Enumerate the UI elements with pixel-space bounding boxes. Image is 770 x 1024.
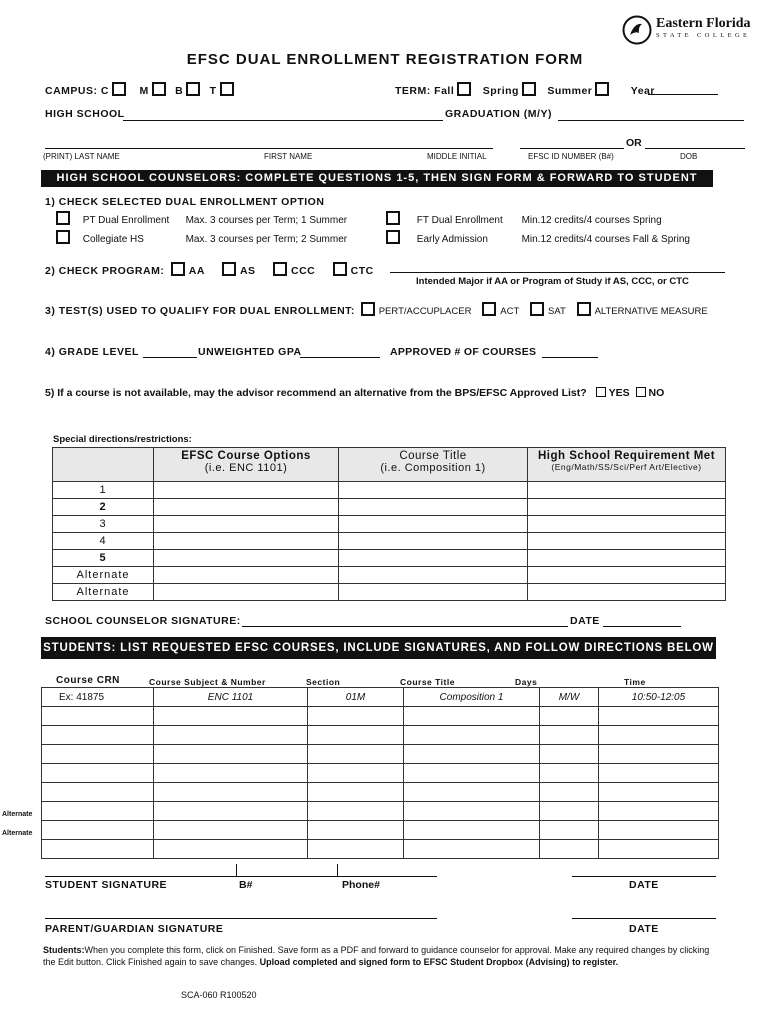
course-title-cell[interactable] [339, 516, 528, 533]
course-title-cell[interactable] [339, 567, 528, 584]
first-name-label: FIRST NAME [264, 152, 313, 161]
example-section: 01M [308, 688, 404, 707]
section-cell[interactable] [308, 802, 404, 821]
time-cell[interactable] [599, 840, 719, 859]
efsc-course-header-example: (i.e. ENC 1101) [204, 462, 288, 474]
hs-requirement-cell[interactable] [528, 567, 726, 584]
section-cell[interactable] [308, 764, 404, 783]
high-school-field[interactable] [123, 120, 443, 121]
ctc-label: CTC [350, 265, 374, 277]
course-row-label: 4 [53, 533, 154, 550]
q5-text: 5) If a course is not available, may the advisor recommend an alternative from the BPS/EFSC Approved List? [45, 387, 587, 399]
student-signature-label: STUDENT SIGNATURE [45, 879, 168, 891]
campus-c-checkbox[interactable] [112, 82, 126, 96]
crn-cell[interactable] [42, 707, 154, 726]
b-number-label: B# [239, 879, 253, 891]
course-title-cell[interactable] [339, 550, 528, 567]
course-row-label: 5 [53, 550, 154, 567]
q1-option-collegiate [53, 230, 347, 245]
term-fall-checkbox[interactable] [457, 82, 471, 96]
days-cell[interactable] [540, 783, 599, 802]
subject-cell[interactable] [154, 840, 308, 859]
high-school-label: HIGH SCHOOL [45, 108, 125, 120]
special-directions-label: Special directions/restrictions: [53, 434, 192, 445]
title-cell[interactable] [404, 802, 540, 821]
days-cell[interactable] [540, 764, 599, 783]
days-cell[interactable] [540, 821, 599, 840]
days-header: Days [515, 677, 538, 687]
counselor-signature-field[interactable] [242, 626, 568, 627]
form-code: SCA-060 R100520 [181, 990, 257, 1000]
course-options-table [52, 447, 726, 601]
counselor-date-field[interactable] [603, 626, 681, 627]
days-cell[interactable] [540, 802, 599, 821]
graduation-label: GRADUATION (M/Y) [445, 108, 552, 120]
title-cell[interactable] [404, 783, 540, 802]
course-title-header-example: (i.e. Composition 1) [380, 462, 486, 474]
student-course-row [42, 783, 719, 802]
term-label: TERM: [395, 85, 431, 97]
parent-date-label: DATE [629, 923, 659, 935]
subject-cell[interactable] [154, 802, 308, 821]
crn-header: Course CRN [56, 675, 120, 686]
title-cell[interactable] [404, 745, 540, 764]
alt-measure-label: ALTERNATIVE MEASURE [594, 306, 708, 317]
ctc-checkbox[interactable] [333, 262, 347, 276]
hs-requirement-header-example: (Eng/Math/SS/Sci/Perf Art/Elective) [551, 462, 702, 472]
days-cell[interactable] [540, 840, 599, 859]
q1-option-early [383, 230, 690, 245]
counselor-signature-label: SCHOOL COUNSELOR SIGNATURE: [45, 615, 241, 627]
instructions-bold: Upload completed and signed form to EFSC Student Dropbox (Advising) to register. [259, 957, 619, 967]
hs-requirement-cell[interactable] [528, 533, 726, 550]
days-cell[interactable] [540, 745, 599, 764]
campus-t-label: T [209, 85, 217, 97]
approved-courses-field[interactable] [542, 357, 598, 358]
campus-b-checkbox[interactable] [186, 82, 200, 96]
pt-dual-detail: Max. 3 courses per Term; 1 Summer [185, 215, 348, 226]
time-cell[interactable] [599, 802, 719, 821]
hs-requirement-header [528, 448, 726, 482]
term-row [395, 82, 655, 97]
title-cell[interactable] [404, 707, 540, 726]
parent-signature-field[interactable] [45, 918, 437, 919]
student-date-label: DATE [629, 879, 659, 891]
q2-row [45, 262, 374, 277]
hs-requirement-cell[interactable] [528, 550, 726, 567]
act-checkbox[interactable] [482, 302, 496, 316]
q2-label: 2) CHECK PROGRAM: [45, 265, 165, 277]
q3-label: 3) TEST(S) USED TO QUALIFY FOR DUAL ENROLLMENT: [45, 305, 355, 317]
course-title-cell[interactable] [339, 584, 528, 601]
course-title-cell[interactable] [339, 533, 528, 550]
course-row [53, 584, 726, 601]
crn-cell[interactable] [42, 783, 154, 802]
efsc-course-cell[interactable] [154, 533, 339, 550]
time-cell[interactable] [599, 726, 719, 745]
year-label: Year [630, 85, 655, 97]
pt-dual-checkbox[interactable] [56, 211, 70, 225]
efsc-course-cell[interactable] [154, 516, 339, 533]
crn-cell[interactable] [42, 764, 154, 783]
course-row-label: Alternate [53, 584, 154, 601]
example-crn: Ex: 41875 [42, 688, 154, 707]
example-time: 10:50-12:05 [599, 688, 719, 707]
campus-row [45, 82, 238, 97]
efsc-id-label: EFSC ID NUMBER (B#) [528, 152, 614, 161]
days-cell[interactable] [540, 707, 599, 726]
course-row-label: Alternate [53, 567, 154, 584]
course-title-col-header: Course Title [400, 677, 455, 687]
time-cell[interactable] [599, 707, 719, 726]
ft-dual-label: FT Dual Enrollment [416, 215, 503, 226]
student-course-row [42, 707, 719, 726]
year-field[interactable] [648, 94, 718, 95]
subject-cell[interactable] [154, 783, 308, 802]
hs-requirement-cell[interactable] [528, 584, 726, 601]
efsc-id-field[interactable] [520, 148, 624, 149]
subject-cell[interactable] [154, 707, 308, 726]
major-note: Intended Major if AA or Program of Study if AS, CCC, or CTC [416, 276, 689, 287]
term-fall-label: Fall [434, 85, 455, 97]
dob-field[interactable] [645, 148, 745, 149]
term-spring-label: Spring [482, 85, 519, 97]
name-field[interactable] [45, 148, 493, 149]
title-cell[interactable] [404, 726, 540, 745]
campus-t-checkbox[interactable] [220, 82, 234, 96]
campus-c-label: C [100, 85, 110, 97]
grade-level-field[interactable] [143, 357, 197, 358]
crn-cell[interactable] [42, 726, 154, 745]
days-cell[interactable] [540, 726, 599, 745]
hs-requirement-cell[interactable] [528, 482, 726, 499]
last-name-label: (PRINT) LAST NAME [43, 152, 120, 161]
middle-initial-label: MIDDLE INITIAL [427, 152, 487, 161]
student-signature-field[interactable] [45, 876, 437, 877]
course-title-header-title: Course Title [399, 450, 467, 462]
course-title-cell[interactable] [339, 482, 528, 499]
course-row [53, 550, 726, 567]
crn-cell[interactable] [42, 821, 154, 840]
signature-divider [337, 864, 338, 876]
parent-signature-label: PARENT/GUARDIAN SIGNATURE [45, 923, 224, 935]
efsc-course-header [154, 448, 339, 482]
counselor-date-label: DATE [570, 615, 600, 627]
gpa-field[interactable] [300, 357, 380, 358]
efsc-course-cell[interactable] [154, 567, 339, 584]
efsc-course-cell[interactable] [154, 550, 339, 567]
crn-cell[interactable] [42, 802, 154, 821]
hs-requirement-cell[interactable] [528, 499, 726, 516]
time-cell[interactable] [599, 764, 719, 783]
logo-name: Eastern Florida [656, 16, 751, 31]
efsc-course-cell[interactable] [154, 482, 339, 499]
efsc-course-cell[interactable] [154, 499, 339, 516]
section-cell[interactable] [308, 707, 404, 726]
student-instructions [43, 944, 723, 968]
collegiate-hs-checkbox[interactable] [56, 230, 70, 244]
student-alternate-row [42, 821, 719, 840]
q5-yes-checkbox[interactable] [596, 387, 606, 397]
subject-cell[interactable] [154, 821, 308, 840]
early-admission-checkbox[interactable] [386, 230, 400, 244]
dob-label: DOB [680, 152, 698, 161]
efsc-course-header-title: EFSC Course Options [181, 450, 311, 462]
subject-cell[interactable] [154, 764, 308, 783]
title-cell[interactable] [404, 821, 540, 840]
signature-divider [236, 864, 237, 876]
section-cell[interactable] [308, 745, 404, 764]
phone-label: Phone# [342, 879, 380, 891]
q5-no-label: NO [648, 387, 665, 399]
gpa-label: UNWEIGHTED GPA [198, 346, 302, 358]
parent-date-field[interactable] [572, 918, 716, 919]
time-cell[interactable] [599, 783, 719, 802]
q5-yes-label: YES [608, 387, 630, 399]
term-spring-checkbox[interactable] [522, 82, 536, 96]
section-cell[interactable] [308, 821, 404, 840]
section-header: Section [306, 677, 341, 687]
student-date-field[interactable] [572, 876, 716, 877]
pelican-seal-icon [622, 15, 652, 45]
early-admission-detail: Min.12 credits/4 courses Fall & Spring [521, 234, 690, 245]
as-checkbox[interactable] [222, 262, 236, 276]
instructions-body: When you complete this form, click on Finished. Save form as a PDF and forward to guidance counselor for approval. Make any required changes by clicking the Edit button. Click Finished again to save changes. [43, 945, 710, 967]
course-row [53, 516, 726, 533]
course-row [53, 533, 726, 550]
student-banner: STUDENTS: LIST REQUESTED EFSC COURSES, INCLUDE SIGNATURES, AND FOLLOW DIRECTIONS BELOW [41, 637, 716, 659]
alt-measure-checkbox[interactable] [577, 302, 591, 316]
collegiate-hs-label: Collegiate HS [82, 234, 144, 245]
section-cell[interactable] [308, 726, 404, 745]
pert-label: PERT/ACCUPLACER [378, 306, 472, 317]
student-courses-table [41, 687, 719, 859]
student-course-row [42, 745, 719, 764]
time-cell[interactable] [599, 745, 719, 764]
as-label: AS [239, 265, 256, 277]
course-row-label: 3 [53, 516, 154, 533]
efsc-course-cell[interactable] [154, 584, 339, 601]
sat-label: SAT [548, 306, 566, 317]
early-admission-label: Early Admission [416, 234, 488, 245]
logo-subtitle: STATE COLLEGE [656, 32, 751, 39]
course-row-label: 2 [53, 499, 154, 516]
course-title-header [339, 448, 528, 482]
subject-cell[interactable] [154, 726, 308, 745]
title-cell[interactable] [404, 840, 540, 859]
ft-dual-detail: Min.12 credits/4 courses Spring [521, 215, 662, 226]
q1-option-ft [383, 211, 662, 226]
subject-cell[interactable] [154, 745, 308, 764]
student-course-row [42, 802, 719, 821]
course-row [53, 567, 726, 584]
crn-cell[interactable] [42, 745, 154, 764]
example-subject: ENC 1101 [154, 688, 308, 707]
student-course-row [42, 764, 719, 783]
example-days: M/W [540, 688, 599, 707]
course-row-label: 1 [53, 482, 154, 499]
course-title-cell[interactable] [339, 499, 528, 516]
section-cell[interactable] [308, 783, 404, 802]
grade-level-label: 4) GRADE LEVEL [45, 346, 139, 358]
course-table-header [53, 448, 726, 482]
approved-courses-label: APPROVED # OF COURSES [390, 346, 537, 358]
term-summer-label: Summer [547, 85, 593, 97]
campus-label: CAMPUS: [45, 85, 98, 97]
alternate-side-label: Alternate [2, 811, 33, 818]
pert-checkbox[interactable] [361, 302, 375, 316]
example-title: Composition 1 [404, 688, 540, 707]
aa-label: AA [188, 265, 205, 277]
time-header: Time [624, 677, 646, 687]
term-summer-checkbox[interactable] [595, 82, 609, 96]
title-cell[interactable] [404, 764, 540, 783]
time-cell[interactable] [599, 821, 719, 840]
section-cell[interactable] [308, 840, 404, 859]
q5-no-checkbox[interactable] [636, 387, 646, 397]
hs-requirement-cell[interactable] [528, 516, 726, 533]
or-label: OR [626, 137, 642, 149]
subject-number-header: Course Subject & Number [149, 677, 266, 687]
row-label-header [53, 448, 154, 482]
counselor-banner: HIGH SCHOOL COUNSELORS: COMPLETE QUESTIONS 1-5, THEN SIGN FORM & FORWARD TO STUDENT [41, 170, 713, 187]
campus-m-checkbox[interactable] [152, 82, 166, 96]
graduation-field[interactable] [558, 120, 744, 121]
ccc-checkbox[interactable] [273, 262, 287, 276]
aa-checkbox[interactable] [171, 262, 185, 276]
campus-b-label: B [175, 85, 184, 97]
alternate-side-label: Alternate [2, 830, 33, 837]
ccc-label: CCC [290, 265, 316, 277]
student-course-row [42, 726, 719, 745]
course-row [53, 499, 726, 516]
example-row [42, 688, 719, 707]
q5-row [45, 387, 664, 399]
student-alternate-row [42, 840, 719, 859]
collegiate-hs-detail: Max. 3 courses per Term; 2 Summer [185, 234, 348, 245]
sat-checkbox[interactable] [530, 302, 544, 316]
efsc-logo [622, 15, 652, 50]
crn-cell[interactable] [42, 840, 154, 859]
course-row [53, 482, 726, 499]
ft-dual-checkbox[interactable] [386, 211, 400, 225]
instructions-lead: Students: [43, 945, 85, 955]
q3-row [45, 302, 708, 317]
act-label: ACT [500, 306, 520, 317]
page-title: EFSC DUAL ENROLLMENT REGISTRATION FORM [186, 51, 584, 68]
hs-requirement-header-title: High School Requirement Met [537, 450, 716, 462]
q1-label: 1) CHECK SELECTED DUAL ENROLLMENT OPTION [45, 196, 325, 208]
major-field[interactable] [390, 272, 725, 273]
campus-m-label: M [139, 85, 149, 97]
q1-option-pt [53, 211, 347, 226]
pt-dual-label: PT Dual Enrollment [82, 215, 170, 226]
